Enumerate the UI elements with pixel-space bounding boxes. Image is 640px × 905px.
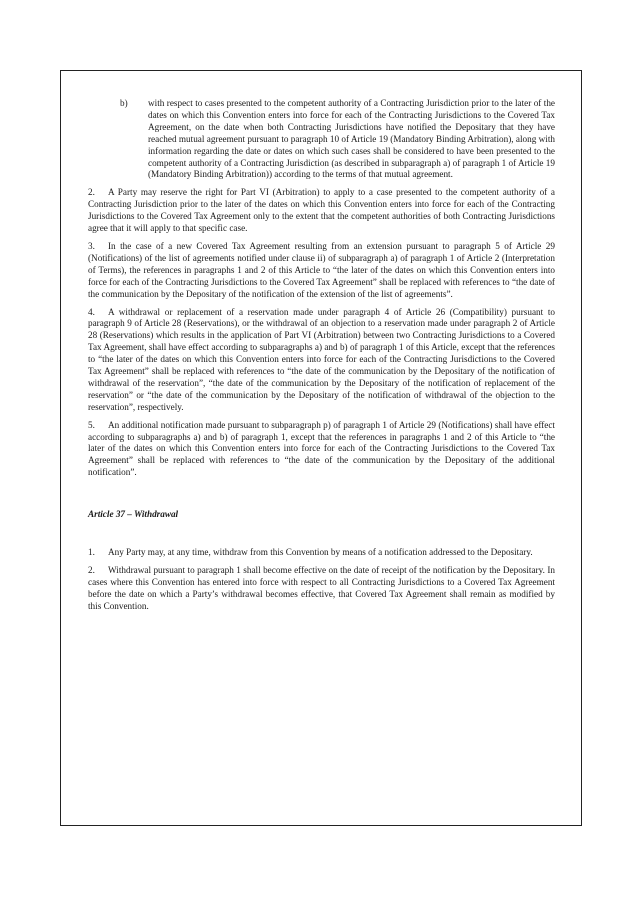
paragraph-text: Withdrawal pursuant to paragraph 1 shall become effective on the date of receipt of the notification by the Depositary. In cases where this Convention has entered into force with respect to all Contracting Jurisdictions to a Covered Tax Agreement before the date on which a Party’s withdrawal becomes effective, that Covered Tax Agreement shall remain as modified by this Convention. bbox=[88, 565, 555, 611]
paragraph-number: 1. bbox=[88, 547, 95, 558]
subparagraph-text: with respect to cases presented to the competent authority of a Contracting Jurisdiction prior to the later of the dates on which this Convention enters into force for each of the Contracting Jurisdictions to the Covered Tax Agreement, on the date when both Contracting Jurisdictions have notified the Depositary that they have reached mutual agreement pursuant to paragraph 10 of Article 19 (Mandatory Binding Arbitration), along with information regarding the date or dates on which such cases shall be considered to have been presented to the competent authority of a Contracting Jurisdiction (as described in subparagraph a) of paragraph 1 of Article 19 (Mandatory Binding Arbitration)) according to the terms of that mutual agreement. bbox=[148, 98, 555, 180]
paragraph-2 bbox=[88, 187, 555, 235]
article-paragraph-2 bbox=[88, 565, 555, 613]
paragraph-text: A Party may reserve the right for Part VI (Arbitration) to apply to a case presented to the competent authority of a Contracting Jurisdiction prior to the later of the dates on which this Convention enters into force for each of the Contracting Jurisdictions to the Covered Tax Agreement only to the extent that the competent authorities of both Contracting Jurisdictions agree that it will apply to that specific case. bbox=[88, 187, 555, 234]
paragraph-4 bbox=[88, 307, 555, 414]
paragraph-number: 3. bbox=[88, 240, 95, 251]
subparagraph-label: b) bbox=[120, 98, 128, 108]
article-paragraph-1 bbox=[88, 547, 555, 559]
paragraph-number: 4. bbox=[88, 306, 95, 317]
paragraph-number: 2. bbox=[88, 565, 95, 575]
subparagraph-b bbox=[120, 98, 555, 181]
paragraph-text: In the case of a new Covered Tax Agreement resulting from an extension pursuant to paragraph 5 of Article 29 (Notifications) of the list of agreements notified under clause ii) of subparagraph a) of paragraph 1 of Article 2 (Interpretation of Terms), the references in paragraphs 1 and 2 of this Article to “the later of the dates on which this Convention enters into force for each of the Contracting Jurisdictions to the Covered Tax Agreement” shall be replaced with references to “the date of the communication by the Depositary of the notification of the extension of the list of agreements”. bbox=[88, 240, 555, 299]
paragraph-text: Any Party may, at any time, withdraw from this Convention by means of a notification addressed to the Depositary. bbox=[108, 547, 533, 558]
paragraph-number: 5. bbox=[88, 419, 95, 430]
paragraph-number: 2. bbox=[88, 187, 95, 198]
paragraph-text: An additional notification made pursuant to subparagraph p) of paragraph 1 of Article 29 (Notifications) shall have effect according to subparagraphs a) and b) of paragraph 1, except that the references in paragraphs 1 and 2 of this Article to “the later of the dates on which this Convention enters into force for each of the Contracting Jurisdictions to the Covered Tax Agreement” shall be replaced with references to “the date of the communication by the Depositary of the additional notification”. bbox=[88, 419, 555, 478]
paragraph-5 bbox=[88, 420, 555, 480]
document-body bbox=[88, 98, 555, 619]
paragraph-3 bbox=[88, 241, 555, 301]
paragraph-text: A withdrawal or replacement of a reservation made under paragraph 4 of Article 26 (Compatibility) pursuant to paragraph 9 of Article 28 (Reservations), or the withdrawal of an objection to a reservation made under paragraph 2 of Article 28 (Reservations) which results in the application of Part VI (Arbitration) between two Contracting Jurisdictions to a Covered Tax Agreement, shall have effect according to subparagraphs a) and b) of paragraph 1 of this Article, except that the references to “the later of the dates on which this Convention enters into force for each of the Contracting Jurisdictions to the Covered Tax Agreement” shall be replaced with references to “the date of the communication by the Depositary of the notification of withdrawal of the reservation”, “the date of the communication by the Depositary of the notification of replacement of the reservation” or “the date of the communication by the Depositary of the notification of withdrawal of the objection to the reservation”, respectively. bbox=[88, 306, 555, 412]
article-heading: Article 37 – Withdrawal bbox=[88, 509, 179, 520]
